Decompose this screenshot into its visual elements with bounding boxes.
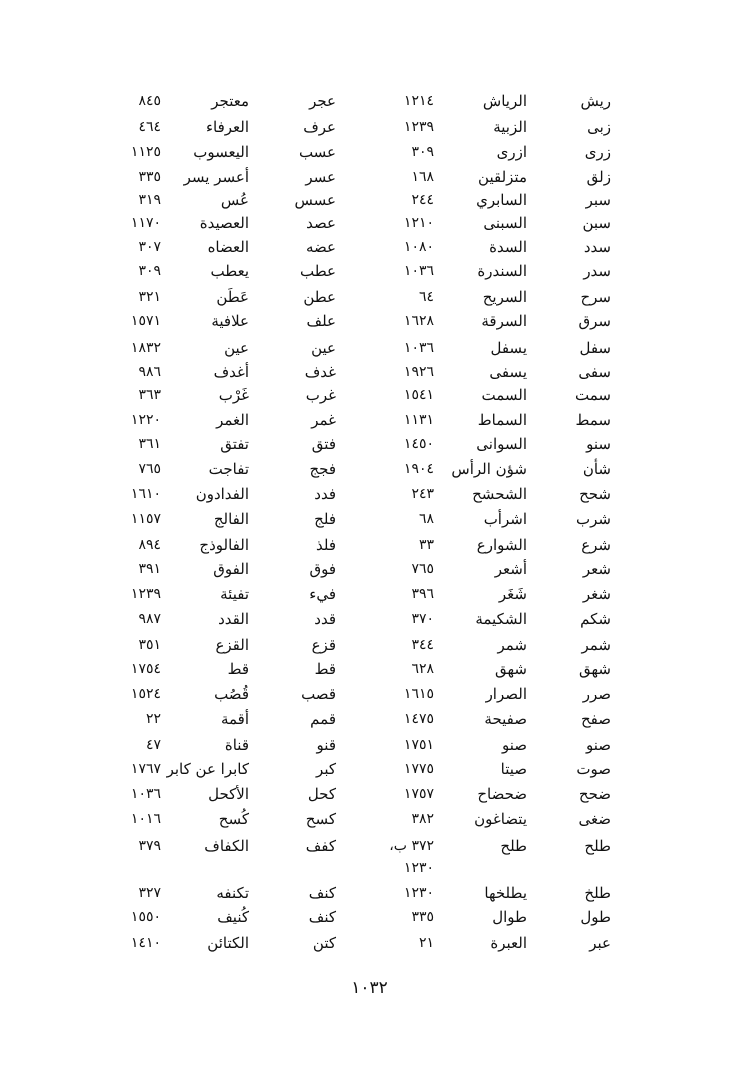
word-2: أقمة: [220, 710, 249, 728]
word-2: قناة: [224, 736, 249, 754]
root-2: فدد: [314, 485, 336, 503]
page-ref-1: ١٢٣٠: [403, 860, 434, 876]
page-ref-2: ١٢٢٠: [130, 412, 161, 428]
word-1: صنو: [501, 736, 527, 754]
page-ref-1: ٦٢٨: [411, 661, 434, 677]
root-1: ضحح: [578, 785, 611, 803]
word-2: علافية: [211, 312, 249, 330]
page-ref-1: ١٦١٥: [403, 686, 434, 702]
page-ref-1: ٣٧٢ ب،: [389, 838, 434, 854]
index-row: [0, 166, 739, 190]
root-1: طلح: [584, 837, 611, 855]
root-2: عسس: [294, 191, 336, 209]
word-1: السدة: [489, 238, 527, 256]
word-1: ضحضاح: [477, 785, 527, 803]
page-ref-1: ٢١: [418, 935, 434, 951]
root-1: صفح: [580, 710, 611, 728]
index-row: [0, 583, 739, 607]
word-2: عين: [224, 339, 249, 357]
word-2: الفدادون: [195, 485, 249, 503]
page-ref-2: ١٥٧١: [130, 313, 161, 329]
word-2: العضاه: [207, 238, 249, 256]
index-row: [0, 116, 739, 140]
page-ref-1: ١٠٨٠: [403, 239, 434, 255]
word-2: كُسح: [218, 810, 249, 828]
root-1: صوت: [576, 760, 611, 778]
root-2: عصد: [306, 214, 336, 232]
word-1: يطلخها: [484, 884, 527, 902]
word-2: يعطب: [210, 262, 249, 280]
word-2: قُصُب: [214, 685, 249, 703]
word-1: السمت: [481, 386, 527, 404]
page-ref-2: ١٥٢٤: [130, 686, 161, 702]
page-ref-1: ١٤٥٠: [403, 436, 434, 452]
index-row: [0, 337, 739, 361]
word-1: ازرى: [496, 143, 527, 161]
index-row: [0, 433, 739, 457]
word-1: اشرأب: [483, 510, 527, 528]
index-row: [0, 483, 739, 507]
word-1: السابري: [476, 191, 527, 209]
index-row: [0, 734, 739, 758]
page-ref-2: ٣٠٩: [138, 263, 161, 279]
index-row: [0, 808, 739, 832]
root-1: سدر: [583, 262, 611, 280]
page-ref-2: ١٥٥٠: [130, 909, 161, 925]
page-ref-2: ١١٥٧: [130, 511, 161, 527]
page-ref-2: ١٨٣٢: [130, 340, 161, 356]
root-1: شهق: [579, 660, 611, 678]
root-1: صرر: [582, 685, 611, 703]
page-ref-2: ١٦١٠: [130, 486, 161, 502]
root-1: صنو: [585, 736, 611, 754]
page-ref-1: ١٧٧٥: [403, 761, 434, 777]
word-2: القزع: [215, 636, 249, 654]
word-2: معتجر: [211, 92, 249, 110]
word-2: تفتق: [220, 435, 249, 453]
word-2: كابرا عن كابر: [166, 760, 249, 778]
page-ref-1: ٣٣٥: [411, 909, 434, 925]
page-ref-1: ١٢١٤: [403, 93, 434, 109]
root-2: فلذ: [315, 536, 336, 554]
word-2: الكتائن: [207, 934, 249, 952]
index-row: [0, 708, 739, 732]
page-ref-2: ٣٩١: [138, 561, 161, 577]
word-1: السبنى: [483, 214, 527, 232]
page-ref-1: ١٩٠٤: [403, 461, 434, 477]
word-1: صيتا: [500, 760, 527, 778]
index-row: [0, 236, 739, 260]
index-row: [0, 558, 739, 582]
page-ref-2: ٣٦٣: [138, 387, 161, 403]
root-1: سرح: [580, 288, 611, 306]
page-ref-1: ١٩٢٦: [403, 364, 434, 380]
index-row: [0, 608, 739, 632]
page-ref-1: ٦٨: [418, 511, 434, 527]
word-2: الأكحل: [208, 785, 249, 803]
word-2: الفوق: [213, 560, 249, 578]
word-1: أشعر: [494, 560, 527, 578]
root-1: طول: [580, 908, 611, 926]
word-2: كُنيف: [217, 908, 249, 926]
index-row: [0, 906, 739, 930]
root-2: قزع: [311, 636, 336, 654]
index-row: [0, 783, 739, 807]
page-ref-2: ٢٢: [145, 711, 161, 727]
word-2: الفالوذج: [199, 536, 249, 554]
page-ref-1: ١٦٢٨: [403, 313, 434, 329]
word-2: أعسر يسر: [183, 168, 249, 186]
word-1: شَغَر: [498, 585, 527, 603]
page-ref-1: ١٦٨: [411, 169, 434, 185]
root-2: عطن: [303, 288, 336, 306]
word-1: صفيحة: [484, 710, 527, 728]
root-2: قط: [314, 660, 336, 678]
root-1: زبى: [587, 118, 611, 136]
root-2: قدد: [314, 610, 336, 628]
index-row: [0, 90, 739, 114]
page-ref-1: ١٤٧٥: [403, 711, 434, 727]
root-2: قنو: [316, 736, 336, 754]
index-row: [0, 634, 739, 658]
page-ref-2: ١٠٣٦: [130, 786, 161, 802]
page-ref-2: ١٧٦٧: [130, 761, 161, 777]
root-1: شمر: [581, 636, 611, 654]
root-1: سمت: [575, 386, 611, 404]
page-ref-2: ٣٥١: [138, 637, 161, 653]
index-row: [0, 835, 739, 859]
page-ref-2: ٣٢٧: [138, 885, 161, 901]
root-1: سنو: [586, 435, 611, 453]
word-1: شهق: [495, 660, 527, 678]
word-2: عَطَن: [216, 288, 249, 306]
index-row: [0, 932, 739, 956]
root-1: شرع: [581, 536, 611, 554]
root-1: سفى: [578, 363, 611, 381]
page-ref-2: ١١٧٠: [130, 215, 161, 231]
index-row: [0, 658, 739, 682]
root-2: فتق: [311, 435, 336, 453]
root-2: غمر: [311, 411, 336, 429]
page-ref-1: ٣٩٦: [411, 586, 434, 602]
index-row: [0, 310, 739, 334]
page-ref-2: ١١٢٥: [130, 144, 161, 160]
word-1: الصرار: [485, 685, 527, 703]
word-2: القدد: [218, 610, 249, 628]
index-row: [0, 384, 739, 408]
index-row: [0, 361, 739, 385]
index-row: [0, 508, 739, 532]
root-2: عسب: [298, 143, 336, 161]
root-1: شعر: [582, 560, 611, 578]
page-ref-1: ١٢٣٩: [403, 119, 434, 135]
word-1: العبرة: [490, 934, 527, 952]
root-1: شحح: [579, 485, 611, 503]
root-2: علف: [306, 312, 336, 330]
word-2: عُس: [220, 191, 249, 209]
word-1: شؤن الرأس: [451, 460, 527, 478]
page-ref-1: ١٠٣٦: [403, 340, 434, 356]
word-1: السرقة: [481, 312, 527, 330]
root-1: شرب: [576, 510, 611, 528]
root-1: شكم: [580, 610, 611, 628]
page-ref-2: ٤٧: [145, 737, 161, 753]
page-ref-1: ١٧٥١: [403, 737, 434, 753]
word-1: يسفى: [489, 363, 527, 381]
root-2: عضه: [306, 238, 336, 256]
page-ref-1: ٢٤٣: [411, 486, 434, 502]
word-2: تفاجت: [208, 460, 249, 478]
page-ref-1: ٣٧٠: [411, 611, 434, 627]
word-1: السماط: [477, 411, 527, 429]
root-2: عسر: [305, 168, 336, 186]
word-1: الزبية: [493, 118, 527, 136]
root-2: عطب: [300, 262, 336, 280]
page-ref-1: ١٧٥٧: [403, 786, 434, 802]
page-ref-2: ٣٢١: [138, 289, 161, 305]
word-1: الشوارع: [476, 536, 527, 554]
page-ref-2: ١٤١٠: [130, 935, 161, 951]
page-ref-2: ٧٦٥: [138, 461, 161, 477]
word-1: السوانى: [476, 435, 527, 453]
index-row: [0, 409, 739, 433]
word-1: الشحشح: [472, 485, 527, 503]
root-1: سفل: [579, 339, 611, 357]
root-1: شأن: [582, 460, 611, 478]
root-1: سبر: [585, 191, 611, 209]
root-1: طلخ: [584, 884, 611, 902]
page-ref-2: ٨٤٥: [138, 93, 161, 109]
root-2: غرب: [305, 386, 336, 404]
index-row: [0, 857, 739, 881]
word-2: الغمر: [216, 411, 249, 429]
word-1: الرياش: [482, 92, 527, 110]
word-2: العصيدة: [199, 214, 249, 232]
root-2: عين: [311, 339, 336, 357]
root-1: سبن: [582, 214, 611, 232]
word-1: يتضاغون: [474, 810, 527, 828]
index-row: [0, 141, 739, 165]
root-2: كفف: [305, 837, 336, 855]
page-ref-1: ٦٤: [418, 289, 434, 305]
word-2: غَرْب: [218, 386, 249, 404]
page-ref-1: ١٠٣٦: [403, 263, 434, 279]
index-row: [0, 458, 739, 482]
index-row: [0, 882, 739, 906]
word-1: شمر: [497, 636, 527, 654]
page-ref-1: ٣٠٩: [411, 144, 434, 160]
page-ref-1: ١٢١٠: [403, 215, 434, 231]
word-2: اليعسوب: [193, 143, 249, 161]
page-ref-2: ٤٦٤: [138, 119, 161, 135]
page-ref-1: ٧٦٥: [411, 561, 434, 577]
page-ref-2: ١٢٣٩: [130, 586, 161, 602]
word-1: متزلقين: [478, 168, 527, 186]
word-2: الفالج: [213, 510, 249, 528]
root-1: ضغى: [578, 810, 611, 828]
root-2: غدف: [304, 363, 336, 381]
page-ref-2: ٣٦١: [138, 436, 161, 452]
root-2: فوق: [309, 560, 336, 578]
page-ref-2: ٨٩٤: [138, 537, 161, 553]
page-ref-1: ٣٨٢: [411, 811, 434, 827]
root-2: كحل: [307, 785, 336, 803]
index-row: [0, 683, 739, 707]
word-2: تكنفه: [216, 884, 249, 902]
page-ref-2: ٣٣٥: [138, 169, 161, 185]
page-ref-2: ١٠١٦: [130, 811, 161, 827]
word-1: الشكيمة: [475, 610, 527, 628]
word-2: قط: [227, 660, 249, 678]
page-ref-2: ٩٨٧: [138, 611, 161, 627]
root-2: عجر: [309, 92, 336, 110]
index-row: [0, 286, 739, 310]
page-ref-1: ١٥٤١: [403, 387, 434, 403]
root-2: فلج: [314, 510, 336, 528]
root-2: كنف: [308, 908, 336, 926]
root-1: شغر: [582, 585, 611, 603]
root-1: زرى: [584, 143, 611, 161]
root-1: عبر: [589, 934, 611, 952]
page-ref-2: ٣١٩: [138, 192, 161, 208]
root-2: عرف: [303, 118, 336, 136]
root-2: كنف: [308, 884, 336, 902]
word-2: الكفاف: [204, 837, 249, 855]
word-1: السريح: [482, 288, 527, 306]
page-ref-1: ٣٣: [418, 537, 434, 553]
root-1: سدد: [583, 238, 611, 256]
word-2: العرفاء: [205, 118, 249, 136]
word-2: تفيئة: [220, 585, 249, 603]
root-2: فيء: [309, 585, 336, 603]
root-2: قمم: [310, 710, 336, 728]
root-2: كتن: [312, 934, 336, 952]
word-1: السندرة: [477, 262, 527, 280]
page-ref-1: ١١٣١: [403, 412, 434, 428]
page-ref-1: ٣٤٤: [411, 637, 434, 653]
root-1: سرق: [578, 312, 611, 330]
index-row: [0, 758, 739, 782]
root-2: كبر: [316, 760, 336, 778]
root-2: كسح: [305, 810, 336, 828]
page-ref-2: ٣٠٧: [138, 239, 161, 255]
word-1: يسفل: [490, 339, 527, 357]
page-number: ١٠٣٢: [351, 978, 388, 998]
root-1: سمط: [575, 411, 611, 429]
root-2: قصب: [301, 685, 336, 703]
root-2: فجج: [309, 460, 336, 478]
page-ref-2: ٩٨٦: [138, 364, 161, 380]
page-ref-1: ٢٤٤: [411, 192, 434, 208]
word-1: طلح: [500, 837, 527, 855]
root-1: زلق: [586, 168, 611, 186]
index-row: [0, 212, 739, 236]
word-2: أغدف: [213, 363, 249, 381]
page-ref-2: ١٧٥٤: [130, 661, 161, 677]
word-1: طوال: [492, 908, 527, 926]
page-ref-2: ٣٧٩: [138, 838, 161, 854]
page-ref-1: ١٢٣٠: [403, 885, 434, 901]
index-row: [0, 534, 739, 558]
index-row: [0, 260, 739, 284]
root-1: ريش: [580, 92, 611, 110]
index-row: [0, 189, 739, 213]
